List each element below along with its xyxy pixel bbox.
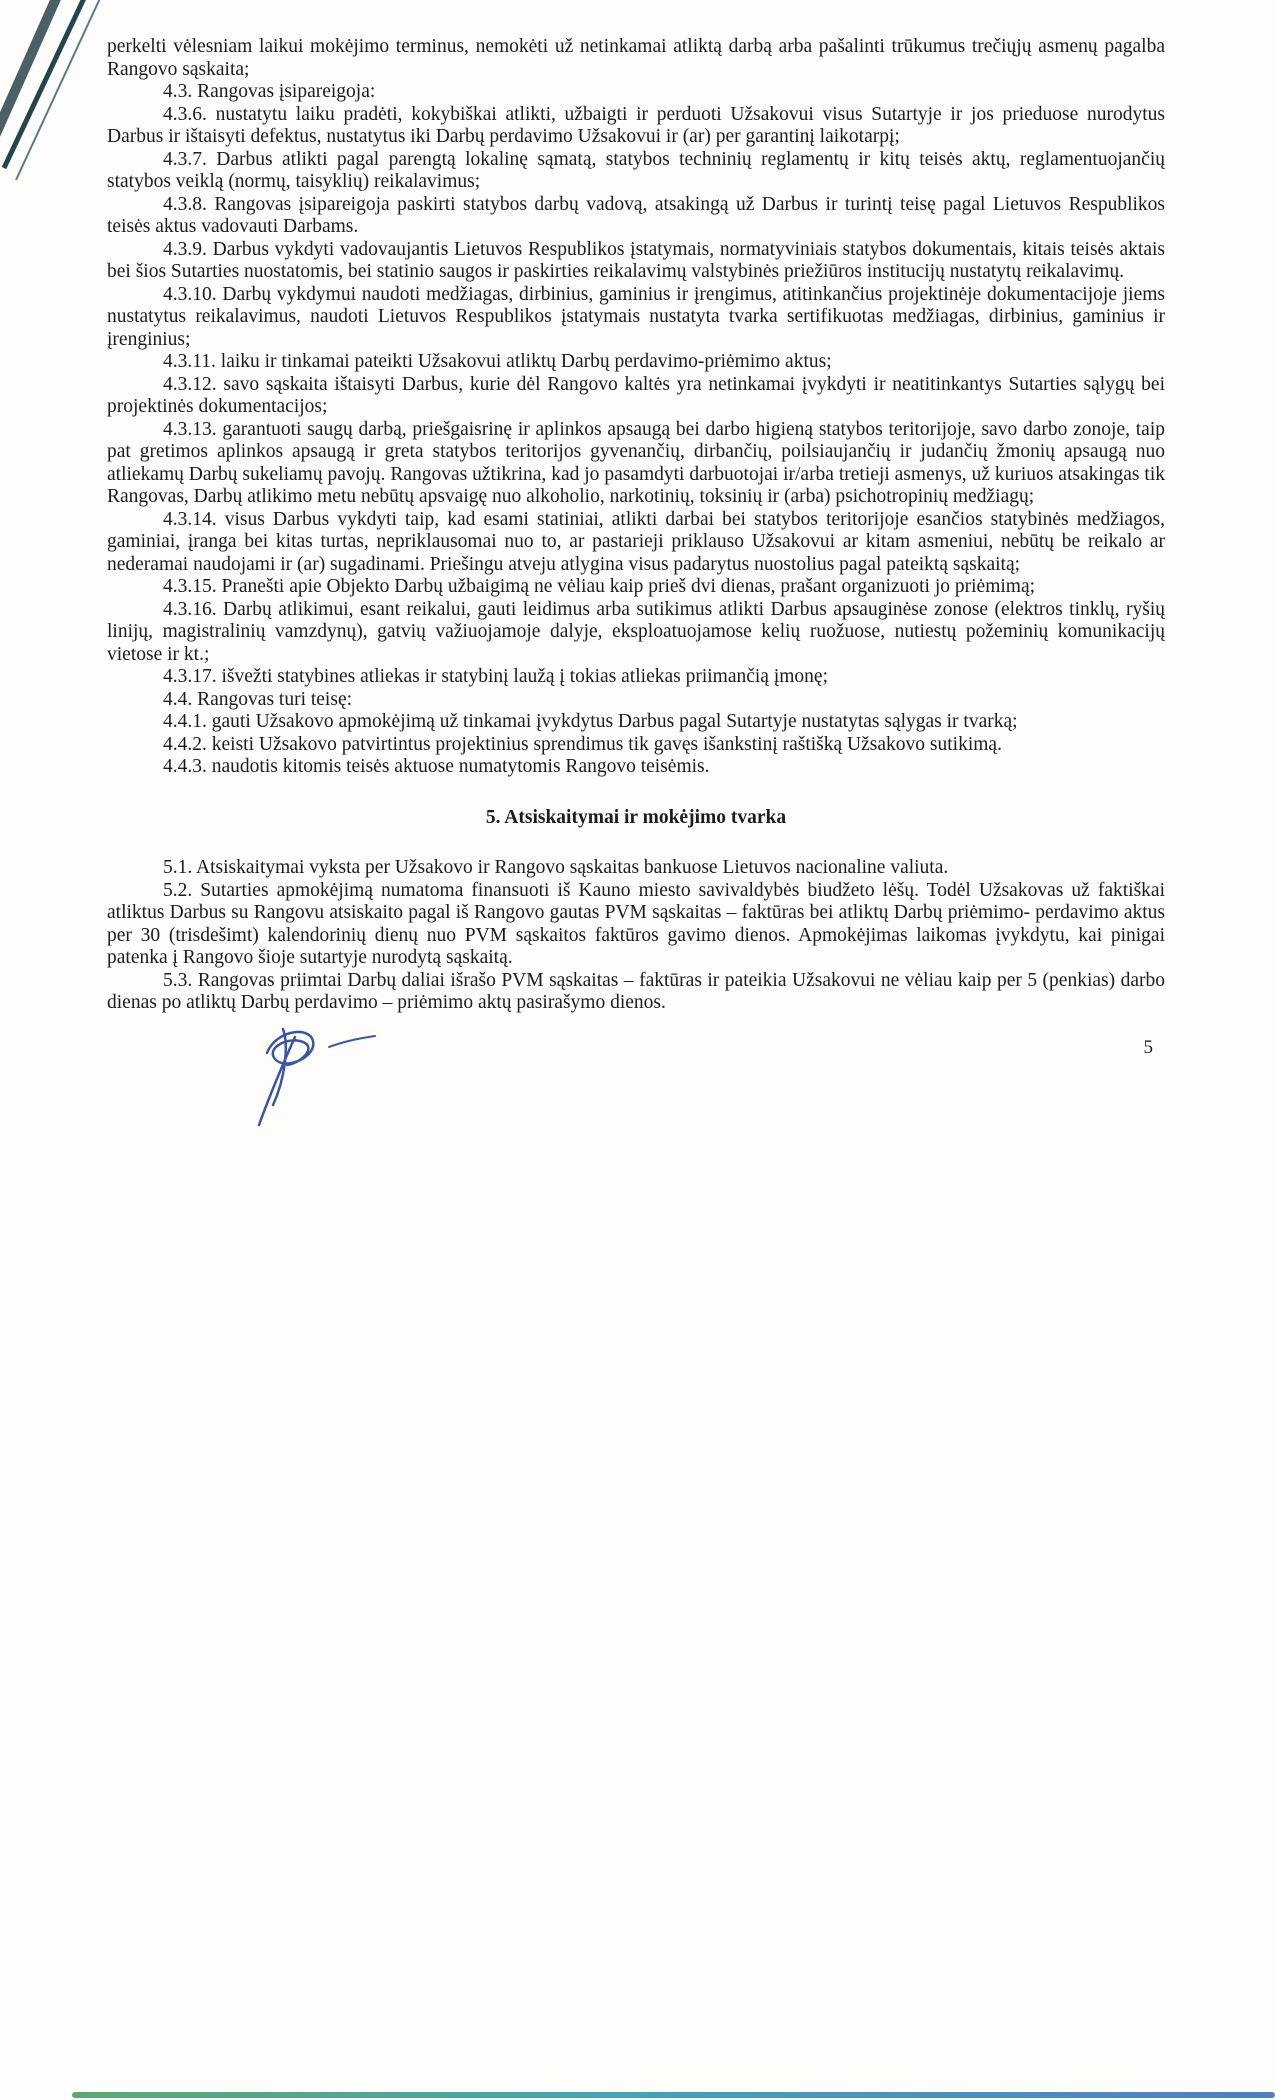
paragraph: 4.3.10. Darbų vykdymui naudoti medžiagas, dirbinius, gaminius ir įrengimus, atitinkančius projektinėje dokumentacijoje jiems nustatytus reikalavimus, naudoti Lietuvos Respublikos įstatymais nustatyta tvarka sertifikuotas medžiagas, dirbinius, gaminius ir įrenginius; [107,283,1165,350]
paragraph: 4.3.9. Darbus vykdyti vadovaujantis Lietuvos Respublikos įstatymais, normatyviniais statybos dokumentais, kitais teisės aktais bei šios Sutarties nuostatomis, bei statinio saugos ir paskirties reikalavimų valstybinės priežiūros institucijų nustatytų reikalavimų. [107,238,1165,282]
paragraph: 4.3.7. Darbus atlikti pagal parengtą lokalinę sąmatą, statybos techninių reglamentų ir kitų teisės aktų, reglamentuojančių statybos veiklą (normų, taisyklių) reikalavimus; [107,148,1165,192]
paragraph: 4.3.15. Pranešti apie Objekto Darbų užbaigimą ne vėliau kaip prieš dvi dienas, prašant organizuoti jo priėmimą; [163,576,1036,597]
paragraph: 4.3. Rangovas įsipareigoja: [163,81,376,102]
paragraph: 4.3.16. Darbų atlikimui, esant reikalui, gauti leidimus arba sutikimus atlikti Darbus apsauginėse zonose (elektros tinklų, ryšių linijų, magistralinių vamzdynų), gatvių važiuojamoje dalyje, eksploatuojamose kelių ruožuose, nutiestų požeminių komunikacijų vietose ir kt.; [107,598,1165,665]
paragraph: 4.4.3. naudotis kitomis teisės aktuose numatytomis Rangovo teisėmis. [163,756,710,777]
paragraph: 4.3.11. laiku ir tinkamai pateikti Užsakovui atliktų Darbų perdavimo-priėmimo aktus; [163,351,832,372]
paragraph: 4.3.8. Rangovas įsipareigoja paskirti statybos darbų vadovą, atsakingą už Darbus ir turintį teisę pagal Lietuvos Respublikos teisės aktus vadovauti Darbams. [107,193,1165,237]
signature-area [225,1019,415,1136]
footer-row [107,1019,1165,1136]
paragraph: 5.2. Sutarties apmokėjimą numatoma finansuoti iš Kauno miesto savivaldybės biudžeto lėšų. Todėl Užsakovas už faktiškai atliktus Darbus su Rangovu atsiskaito pagal iš Rangovo gautas PVM sąskaitas – faktūras bei atliktų Darbų priėmimo- perdavimo aktus per 30 (trisdešimt) kalendorinių dienų nuo PVM sąskaitos faktūros gavimo dienos. Apmokėjimas laikomas įvykdytu, kai pinigai patenka į Rangovo šioje sutartyje nurodytą sąskaitą. [107,879,1165,968]
page-number: 5 [1143,1036,1153,1058]
paragraph: 4.4.1. gauti Užsakovo apmokėjimą už tinkamai įvykdytus Darbus pagal Sutartyje nustatytas sąlygas ir tvarką; [163,711,1018,732]
paragraph: 4.3.6. nustatytu laiku pradėti, kokybiškai atlikti, užbaigti ir perduoti Užsakovui visus Sutartyje ir jos prieduose nurodytus Darbus ir ištaisyti defektus, nustatytus iki Darbų perdavimo Užsakovui ir (ar) per garantinį laikotarpį; [107,103,1165,147]
document-body [107,36,1165,1015]
document-content [107,36,1165,1135]
paragraph: 5.3. Rangovas priimtai Darbų daliai išrašo PVM sąskaitas – faktūras ir pateikia Užsakovui ne vėliau kaip per 5 (penkias) darbo dienas po atliktų Darbų perdavimo – priėmimo aktų pasirašymo dienos. [107,969,1165,1013]
paragraph: 4.3.17. išvežti statybines atliekas ir statybinį laužą į tokias atliekas priimančią įmonę; [163,666,828,687]
paragraph: 4.3.13. garantuoti saugų darbą, priešgaisrinę ir aplinkos apsaugą bei darbo higieną statybos teritorijoje, savo darbo zonoje, taip pat gretimos aplinkos apsaugą ir greta statybos teritorijos gyvenančių, dirbančių, poilsiaujančių ir judančių žmonių apsaugą nuo atliekamų Darbų sukeliamų pavojų. Rangovas užtikrina, kad jo pasamdyti darbuotojai ir/arba tretieji asmenys, už kuriuos atsakingas tik Rangovas, Darbų atlikimo metu nebūtų apsvaigę nuo alkoholio, narkotinių, toksinių ir (arba) psichotropinių medžiagų; [107,418,1165,507]
paragraph: 4.3.12. savo sąskaita ištaisyti Darbus, kurie dėl Rangovo kaltės yra netinkamai įvykdyti ir neatitinkantys Sutarties sąlygų bei projektinės dokumentacijos; [107,373,1165,417]
scanner-edge-artifact [72,2092,1275,2098]
paragraph: 5.1. Atsiskaitymai vyksta per Užsakovo ir Rangovo sąskaitas bankuose Lietuvos nacionaline valiuta. [163,857,949,878]
paragraph: 4.4.2. keisti Užsakovo patvirtintus projektinius sprendimus tik gavęs išankstinį raštišką Užsakovo sutikimą. [163,733,1002,755]
section-heading: 5. Atsiskaitymai ir mokėjimo tvarka [485,806,787,828]
paragraph: 4.4. Rangovas turi teisę: [163,688,353,710]
paragraph: 4.3.14. visus Darbus vykdyti taip, kad esami statiniai, atlikti darbai bei statybos teritorijoje esančios statybinės medžiagos, gaminiai, įranga bei kitas turtas, nepriklausomai nuo to, ar pastarieji priklauso Užsakovui ar kitam asmeniui, nebūtų be reikalo ar nederamai naudojami ir (ar) sugadinami. Priešingu atveju atlygina visus padarytus nuostolius pagal pateiktą sąskaitą; [107,508,1165,575]
handwritten-signature [225,1019,415,1129]
paragraph: perkelti vėlesniam laikui mokėjimo terminus, nemokėti už netinkamai atliktą darbą arba pašalinti trūkumus trečiųjų asmenų pagalba Rangovo sąskaita; [107,36,1165,80]
